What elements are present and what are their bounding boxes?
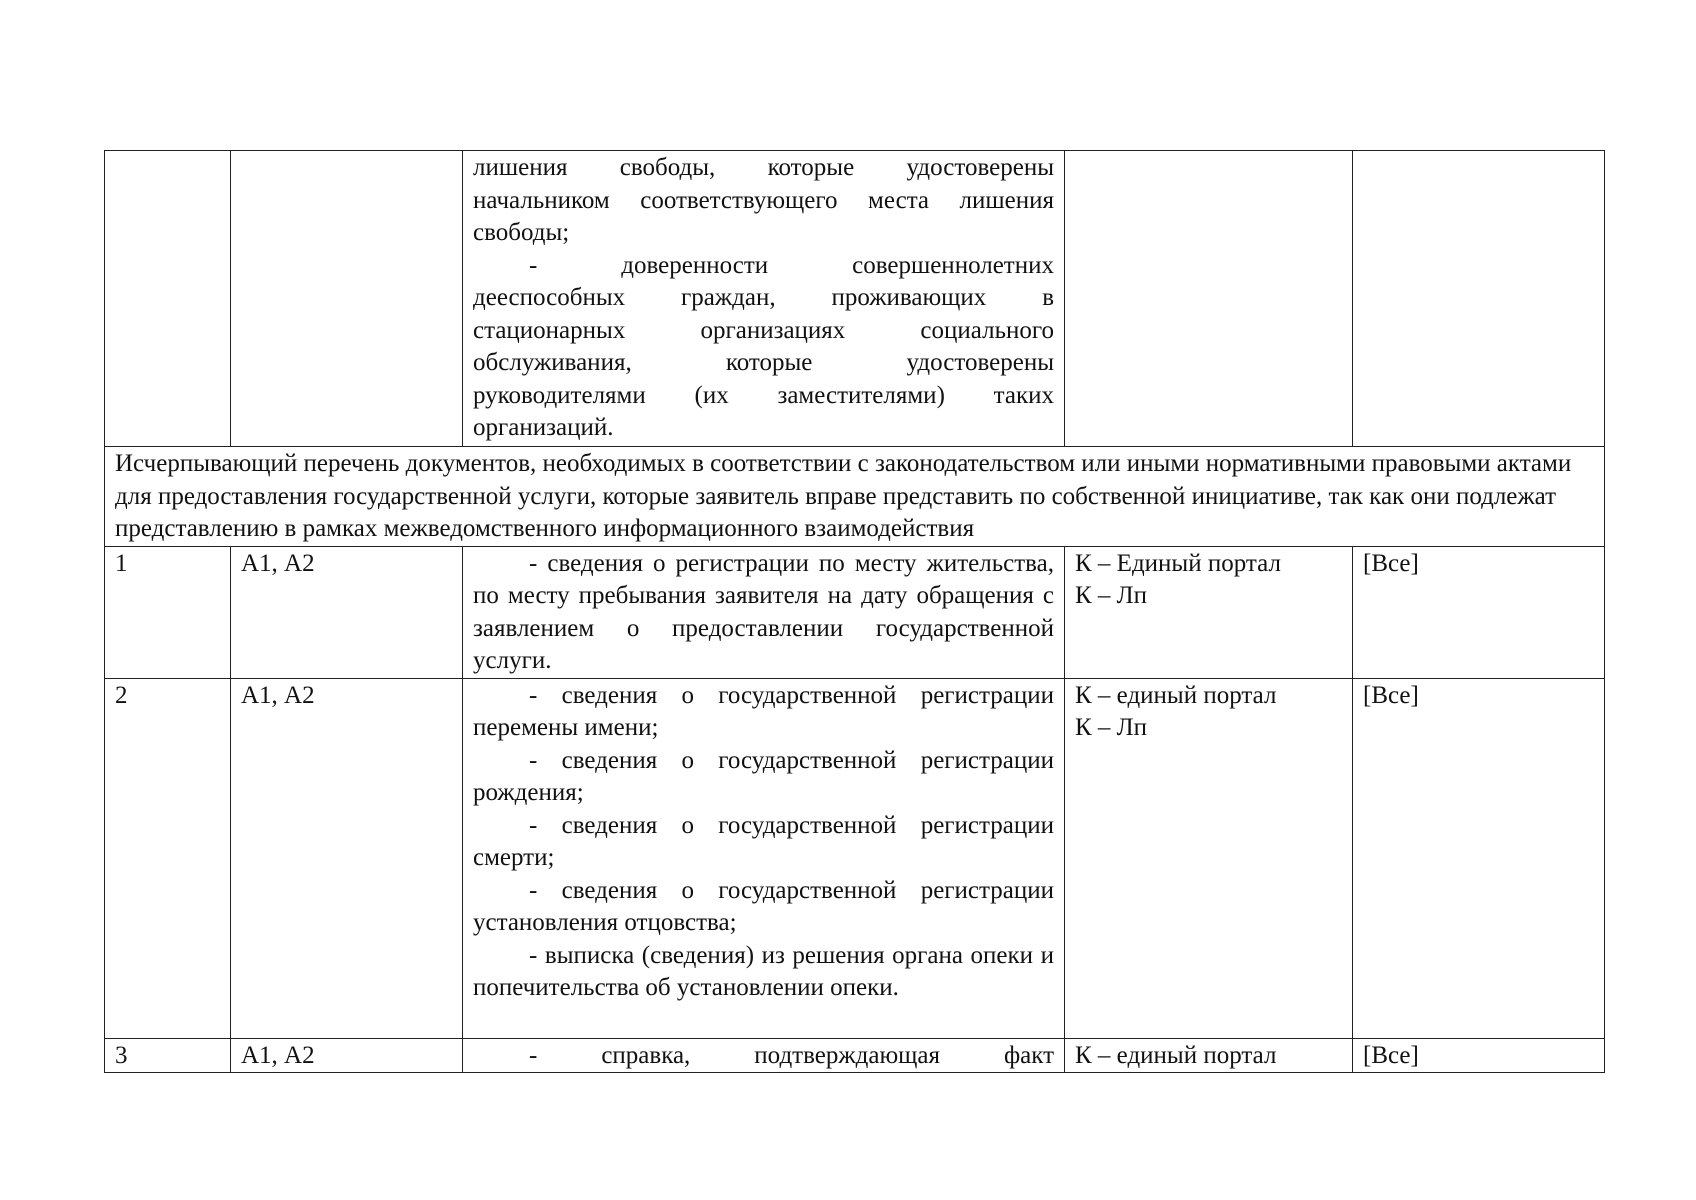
document-paragraph: - сведения о государственной регистрации смерти; [473,811,1054,871]
cell-channels [1065,546,1353,678]
channel-item: К – единый портал [1075,1041,1277,1069]
document-paragraph: - доверенности совершеннолетних дееспособных граждан, проживающих в стационарных организациях социального обслуживания, которые удостоверены руководителями (их заместителями) таких организаций. [473,251,1054,441]
table-section-header-row [105,447,1605,547]
cell-documents [463,1038,1065,1073]
table-row-continued [105,151,1605,447]
cell-number: 3 [105,1038,231,1073]
documents-table [104,150,1605,1073]
channel-item: К – Лп [1075,582,1148,609]
cell-number: 2 [105,678,231,1038]
cell-scope: [Все] [1353,678,1605,1038]
document-paragraph: - справка, подтверждающая факт [529,1041,1054,1069]
cell-documents [463,151,1065,447]
document-paragraph: лишения свободы, которые удостоверены начальником соответствующего места лишения свободы; [473,154,1054,246]
document-paragraph: - сведения о государственной регистрации рождения; [473,746,1054,806]
cell-channels [1065,678,1353,1038]
cell-documents [463,678,1065,1038]
cell-scope: [Все] [1353,546,1605,678]
channel-item: К – единый портал [1075,681,1277,709]
cell-scope: [Все] [1353,1038,1605,1073]
channel-item: К – Единый портал [1075,549,1281,577]
channel-item: К – Лп [1075,714,1148,741]
section-header: Исчерпывающий перечень документов, необходимых в соответствии с законодательством или иными нормативными правовыми актами для предоставления государственной услуги, которые заявитель вправе представить по собственной инициативе, так как они подлежат представлению в рамках межведомственного информационного взаимодействия [105,447,1605,547]
cell-documents [463,546,1065,678]
cell-scope [1353,151,1605,447]
document-paragraph: - выписка (сведения) из решения органа опеки и попечительства об установлении опеки. [473,941,1054,1001]
document-paragraph: - сведения о регистрации по месту жительства, по месту пребывания заявителя на дату обращения с заявлением о предоставлении государственной услуги. [473,549,1054,674]
cell-number [105,151,231,447]
table-row [105,1038,1605,1073]
cell-channels [1065,151,1353,447]
cell-applicants: А1, А2 [231,678,463,1038]
cell-number: 1 [105,546,231,678]
document-paragraph: - сведения о государственной регистрации установления отцовства; [473,876,1054,936]
cell-channels [1065,1038,1353,1073]
table-row [105,546,1605,678]
cell-applicants: А1, А2 [231,546,463,678]
table-row [105,678,1605,1038]
cell-applicants [231,151,463,447]
cell-applicants: А1, А2 [231,1038,463,1073]
document-paragraph: - сведения о государственной регистрации перемены имени; [473,681,1054,741]
